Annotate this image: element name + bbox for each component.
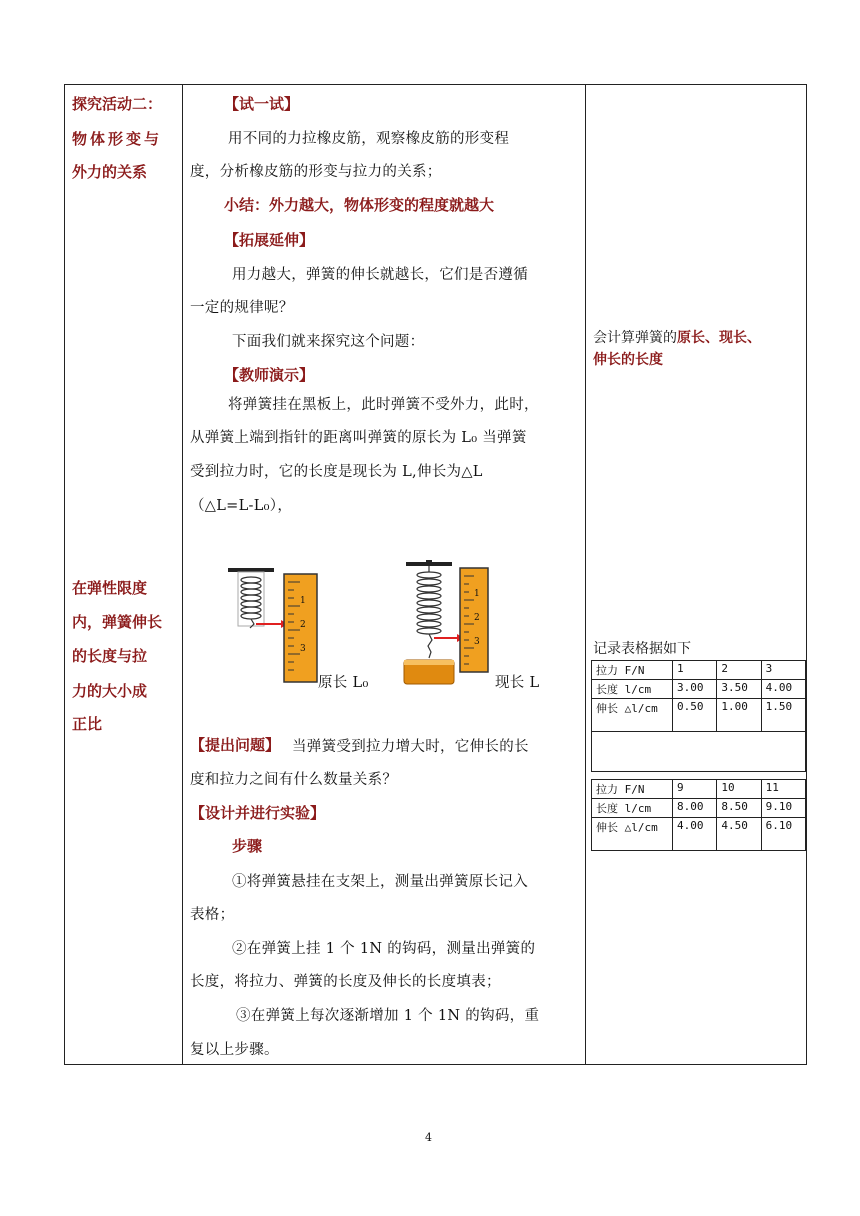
question-text-1: 当弹簧受到拉力增大时，它伸长的长 [292,739,529,755]
extend-line-2: 一定的规律呢？ [190,300,294,316]
right-note-line-1 [593,327,761,347]
table-cell: 拉力 F/N [592,780,673,799]
table-cell: 1.00 [717,699,761,732]
question-text-2: 度和拉力之间有什么数量关系？ [190,772,398,788]
conclusion-line-3: 的长度与拉 [72,647,148,665]
extend-heading: 【拓展延伸】 [224,231,315,249]
table-row [592,818,806,851]
table-cell: 9.10 [761,799,805,818]
record-title: 记录表格据如下 [593,641,691,657]
step-line-2: 表格； [190,907,235,923]
table-cell: 3.50 [717,680,761,699]
note-highlight-1: 原长、现长、 [677,330,761,346]
table-cell: 10 [717,780,761,799]
table-row [592,661,806,680]
try-line-1: 用不同的力拉橡皮筋，观察橡皮筋的形变程 [228,131,510,147]
table-cell: 1 [673,661,717,680]
table-cell: 长度 l/cm [592,799,673,818]
activity-title-line-2: 物体形变与 [72,130,163,148]
table-cell: 11 [761,780,805,799]
record-table-1 [591,660,806,732]
activity-title-line-1: 探究活动二： [72,95,163,113]
right-note-line-2: 伸长的长度 [593,352,663,368]
table-cell: 2 [717,661,761,680]
table-row [592,680,806,699]
try-heading: 【试一试】 [224,95,300,113]
step-line-5: ③在弹簧上每次逐渐增加 1 个 1N 的钩码，重 [236,1008,540,1024]
conclusion-line-2: 内，弹簧伸长 [72,613,163,631]
table-cell: 1.50 [761,699,805,732]
ruler-2-tick-2: 2 [474,613,480,623]
demo-line-4: （△L=L-L₀）， [190,498,293,514]
step-line-4: 长度，将拉力、弹簧的长度及伸长的长度填表； [190,974,501,990]
column-divider-2 [585,84,586,1064]
column-divider-1 [182,84,183,1064]
page-number: 4 [425,1131,432,1144]
next-line: 下面我们就来探究这个问题： [232,334,425,350]
table-cell: 8.50 [717,799,761,818]
table-cell: 8.00 [673,799,717,818]
demo-heading: 【教师演示】 [224,366,315,384]
extend-line-1: 用力越大，弹簧的伸长就越长，它们是否遵循 [232,267,528,283]
ruler-2-tick-1: 1 [474,589,480,599]
table-cell: 0.50 [673,699,717,732]
step-line-6: 复以上步骤。 [190,1042,279,1058]
table-cell: 6.10 [761,818,805,851]
demo-line-1: 将弹簧挂在黑板上，此时弹簧不受外力，此时， [228,397,539,413]
table-cell: 伸长 △l/cm [592,818,673,851]
ruler-2-tick-3: 3 [474,637,480,647]
table-cell: 3 [761,661,805,680]
conclusion-line-1: 在弹性限度 [72,579,148,597]
table-cell: 拉力 F/N [592,661,673,680]
table-row [592,699,806,732]
steps-heading: 步骤 [232,837,263,855]
conclusion-line-4: 力的大小成 [72,682,148,700]
ruler-1-tick-3: 3 [300,644,306,654]
table-cell: 4.00 [761,680,805,699]
try-line-2: 度，分析橡皮筋的形变与拉力的关系； [190,164,442,180]
ruler-1-tick-1: 1 [300,596,306,606]
table-1-blank-row [591,729,806,772]
note-prefix: 会计算弹簧的 [593,330,677,346]
summary-text: 小结：外力越大，物体形变的程度就越大 [224,196,495,214]
figure-label-original: 原长 L₀ [318,675,369,691]
design-heading: 【设计并进行实验】 [190,804,326,822]
table-row [592,780,806,799]
spring-figure-stretched [402,560,492,690]
table-cell: 伸长 △l/cm [592,699,673,732]
demo-line-3: 受到拉力时，它的长度是现长为 L,伸长为△L [190,464,483,480]
table-cell: 3.00 [673,680,717,699]
record-table-2 [591,779,806,851]
spring-figure-original [226,566,326,686]
step-line-1: ①将弹簧悬挂在支架上，测量出弹簧原长记入 [232,874,528,890]
step-line-3: ②在弹簧上挂 1 个 1N 的钩码，测量出弹簧的 [232,941,536,957]
table-cell: 9 [673,780,717,799]
question-heading: 【提出问题】 [190,736,281,754]
ruler-1-tick-2: 2 [300,620,306,630]
activity-title-line-3: 外力的关系 [72,163,148,181]
demo-line-2: 从弹簧上端到指针的距离叫弹簧的原长为 L₀ 当弹簧 [190,430,527,446]
table-cell: 4.00 [673,818,717,851]
table-row [592,799,806,818]
table-cell: 4.50 [717,818,761,851]
conclusion-line-5: 正比 [72,715,103,733]
table-cell: 长度 l/cm [592,680,673,699]
figure-label-stretched: 现长 L [495,675,540,691]
